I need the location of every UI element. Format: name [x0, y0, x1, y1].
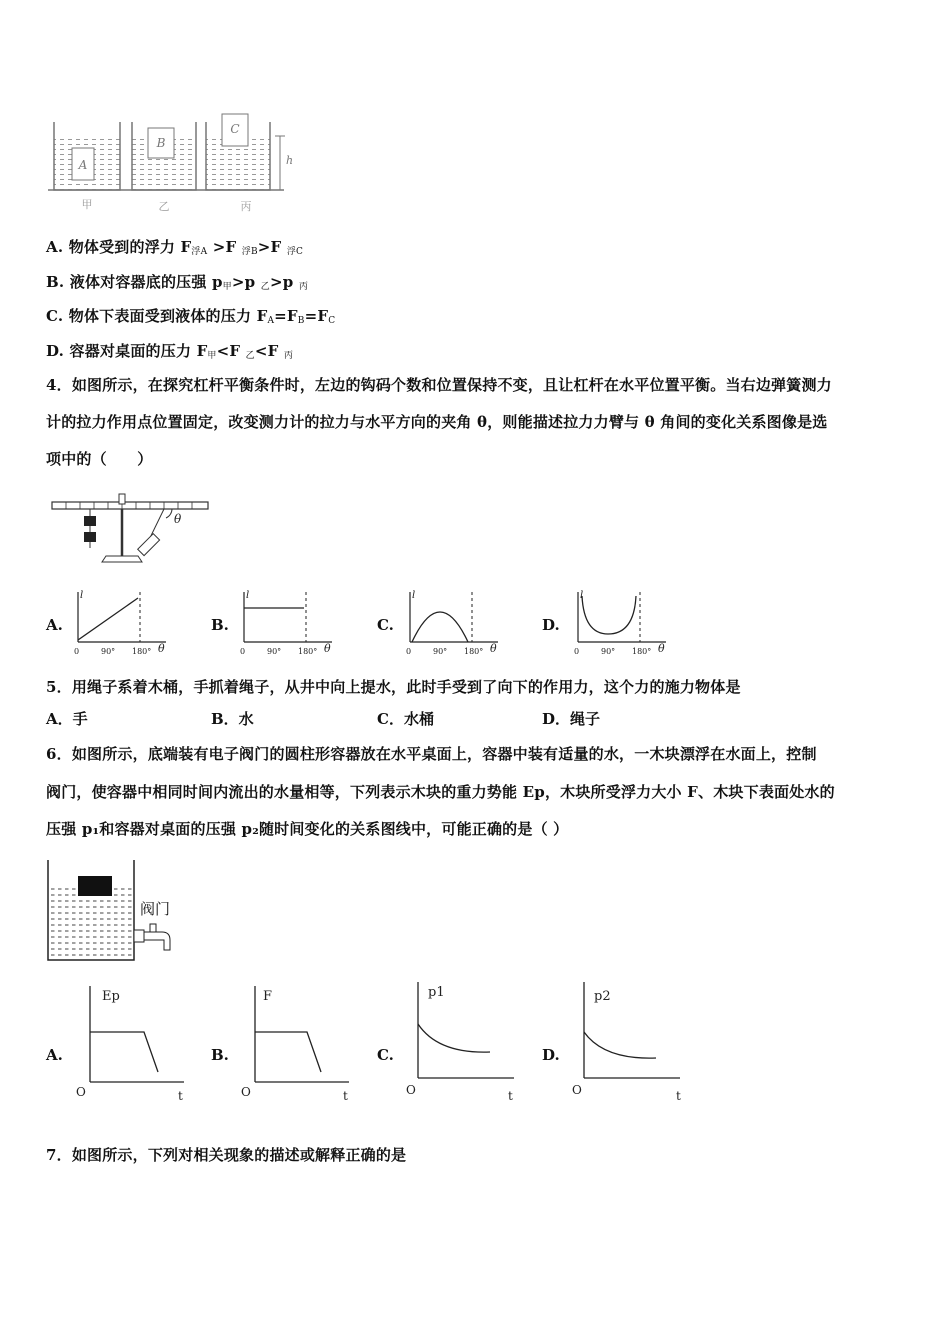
q6-graph-a-letter: A.: [46, 1046, 63, 1064]
option-part: >p: [269, 273, 299, 291]
q4-stem-line3: 项中的（ ）: [46, 450, 153, 468]
q4-graph-d-letter: D.: [542, 616, 560, 634]
tick-180: 180°: [298, 647, 318, 656]
q4-stem-line1: 4．如图所示，在探究杠杆平衡条件时，左边的钩码个数和位置保持不变，且让杠杆在水平位置平衡。当右边弹簧测力: [46, 376, 832, 394]
tick-0: 0: [406, 647, 412, 656]
q5-option-a: A．手: [46, 710, 88, 728]
y-axis-label: Ep: [102, 989, 120, 1004]
tick-0: 0: [240, 647, 246, 656]
q7-stem: 7．如图所示，下列对相关现象的描述或解释正确的是: [46, 1146, 407, 1164]
option-part: 甲: [222, 282, 232, 292]
y-axis-label: F: [263, 989, 273, 1004]
q3-option-b: [46, 271, 308, 292]
q4-graph-b-letter: B.: [211, 616, 229, 634]
y-axis-label: p2: [594, 989, 611, 1004]
tick-180: 180°: [464, 647, 484, 656]
option-part: >F: [257, 238, 287, 256]
q4-stem-line2: 计的拉力作用点位置固定，改变测力计的拉力与水平方向的夹角 θ，则能描述拉力力臂与 θ 角间的变化关系图像是选: [46, 413, 828, 431]
option-letter: C.: [46, 307, 64, 325]
option-text: 物体受到的浮力 F: [68, 238, 192, 256]
q4-graph-a-letter: A.: [46, 616, 63, 634]
option-part: 乙: [245, 351, 255, 361]
q4-graph-c-letter: C.: [377, 616, 394, 634]
q6-graph-d-letter: D.: [542, 1046, 560, 1064]
origin-label: O: [406, 1083, 416, 1097]
option-letter: B.: [46, 273, 65, 291]
y-axis-label: l: [246, 590, 250, 601]
option-letter: A.: [46, 238, 64, 256]
y-axis-label: l: [580, 590, 584, 601]
tick-90: 90°: [433, 647, 448, 656]
tick-90: 90°: [267, 647, 282, 656]
x-axis-label: θ: [158, 642, 165, 655]
option-part: =F: [274, 307, 298, 325]
option-part: 浮A: [191, 247, 208, 257]
origin-label: O: [76, 1085, 86, 1099]
option-part: >p: [231, 273, 261, 291]
x-axis-label: t: [676, 1089, 681, 1103]
q5-option-c: C．水桶: [377, 710, 434, 728]
valve-label: 阀门: [140, 900, 171, 918]
x-axis-label: t: [178, 1089, 183, 1103]
x-axis-label: θ: [658, 642, 665, 655]
q4-graph-a: [70, 588, 172, 658]
option-part: C: [328, 316, 336, 326]
y-axis-label: p1: [428, 985, 445, 1000]
containers-figure: [44, 112, 294, 216]
wood-block: [78, 876, 112, 896]
option-part: 浮B: [241, 247, 258, 257]
x-axis-label: θ: [490, 642, 497, 655]
option-part: 乙: [260, 282, 270, 292]
lever-figure: [46, 490, 216, 570]
y-axis-label: l: [412, 590, 416, 601]
block-a-label: A: [78, 158, 88, 172]
q6-stem-line2: 阀门，使容器中相同时间内流出的水量相等，下列表示木块的重力势能 Ep，木块所受浮力大小 F、木块下表面处水的: [46, 783, 835, 801]
option-part: A: [267, 316, 275, 326]
q4-graph-b: [236, 588, 338, 658]
option-letter: D.: [46, 342, 65, 360]
option-part: 甲: [207, 351, 217, 361]
depth-label: h: [286, 154, 294, 167]
option-text: 容器对桌面的压力 F: [69, 342, 208, 360]
container-label-bing: 丙: [240, 200, 252, 213]
tank-figure: [44, 856, 184, 966]
tick-0: 0: [74, 647, 80, 656]
q5-option-d: D．绳子: [542, 710, 601, 728]
block-b-label: B: [156, 136, 166, 150]
origin-label: O: [572, 1083, 582, 1097]
option-part: <F: [254, 342, 284, 360]
tick-180: 180°: [632, 647, 652, 656]
option-part: =F: [304, 307, 329, 325]
q4-graph-c: [402, 588, 504, 658]
tick-90: 90°: [601, 647, 616, 656]
q5-stem: 5．用绳子系着木桶，手抓着绳子，从井中向上提水，此时手受到了向下的作用力，这个力的施力物体是: [46, 678, 741, 696]
q6-graph-c: [398, 976, 522, 1104]
container-label-yi: 乙: [158, 200, 170, 213]
option-part: 丙: [298, 282, 309, 292]
angle-label: θ: [174, 512, 182, 526]
x-axis-label: t: [508, 1089, 513, 1103]
option-text: 液体对容器底的压强 p: [69, 273, 223, 291]
option-part: 丙: [283, 351, 294, 361]
q6-stem-line3: 压强 p₁和容器对桌面的压强 p₂随时间变化的关系图线中，可能正确的是（ ）: [46, 820, 569, 838]
q5-option-b: B．水: [211, 710, 254, 728]
origin-label: O: [241, 1085, 251, 1099]
option-part: B: [297, 316, 305, 326]
q6-stem-line1: 6．如图所示，底端装有电子阀门的圆柱形容器放在水平桌面上，容器中装有适量的水，一木块漂浮在水面上，控制: [46, 745, 817, 763]
option-text: 物体下表面受到液体的压力 F: [68, 307, 268, 325]
q6-graph-c-letter: C.: [377, 1046, 394, 1064]
x-axis-label: θ: [324, 642, 331, 655]
option-part: <F: [216, 342, 246, 360]
tick-0: 0: [574, 647, 580, 656]
y-axis-label: l: [80, 590, 84, 601]
container-label-jia: 甲: [81, 198, 93, 211]
option-part: >F: [207, 238, 242, 256]
q6-graph-b-letter: B.: [211, 1046, 229, 1064]
block-c-label: C: [230, 122, 240, 136]
option-part: 浮C: [286, 247, 304, 257]
tick-90: 90°: [101, 647, 116, 656]
x-axis-label: t: [343, 1089, 348, 1103]
q4-graph-d: [570, 588, 672, 658]
q6-graph-d: [564, 976, 688, 1104]
q3-option-d: [46, 340, 293, 361]
q6-graph-b: [233, 980, 357, 1106]
q6-graph-a: [68, 980, 192, 1106]
q3-option-a: [46, 236, 303, 257]
q3-option-c: [46, 305, 335, 326]
tick-180: 180°: [132, 647, 152, 656]
